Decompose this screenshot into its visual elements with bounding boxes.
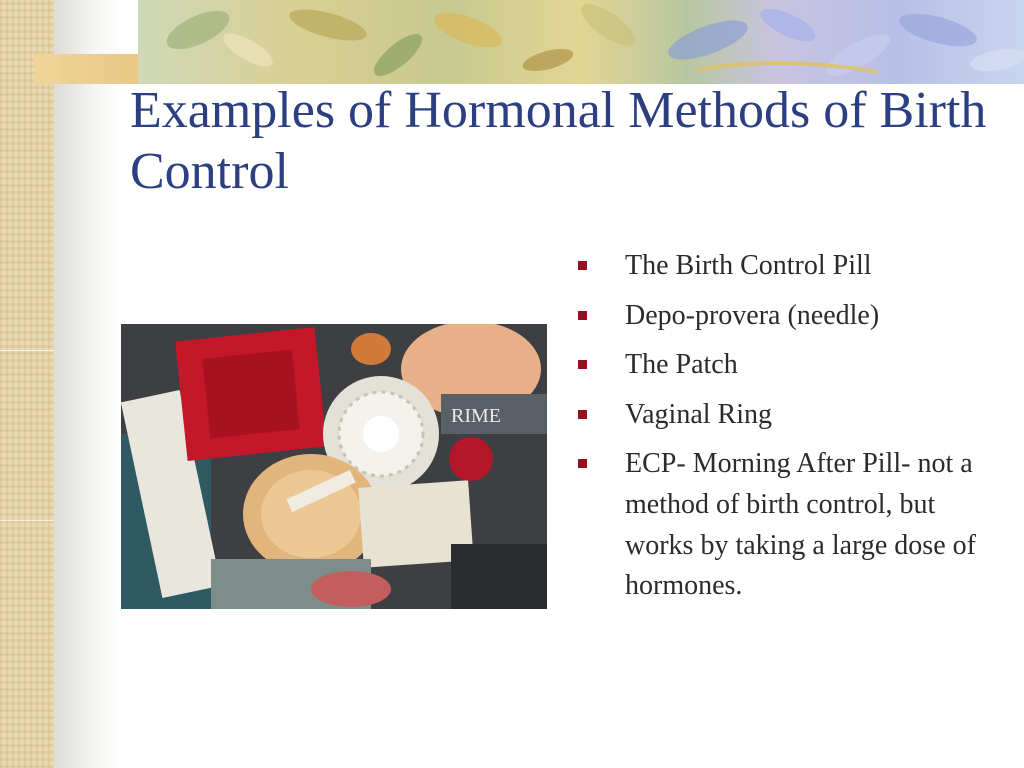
square-bullet-icon (578, 360, 587, 369)
square-bullet-icon (578, 311, 587, 320)
square-bullet-icon (578, 261, 587, 270)
square-bullet-icon (578, 459, 587, 468)
list-item: The Birth Control Pill (578, 246, 998, 287)
list-item: Vaginal Ring (578, 395, 998, 436)
decorative-leaf-banner (138, 0, 1024, 84)
square-bullet-icon (578, 410, 587, 419)
parchment-side-strip (0, 0, 54, 768)
list-item: ECP- Morning After Pill- not a method of birth control, but works by taking a large dose of hormones. (578, 444, 998, 606)
leaf-pattern-graphic (138, 0, 1024, 84)
list-item: Depo-provera (needle) (578, 296, 998, 337)
bullet-list (578, 246, 998, 616)
side-shadow (54, 0, 124, 768)
slide-title: Examples of Hormonal Methods of Birth Control (130, 82, 987, 201)
contraceptives-photo (121, 324, 547, 609)
contraceptives-photo-graphic (121, 324, 547, 609)
banner-accent (34, 54, 138, 84)
list-item: The Patch (578, 345, 998, 386)
photo-box-label: RIME (451, 405, 501, 427)
